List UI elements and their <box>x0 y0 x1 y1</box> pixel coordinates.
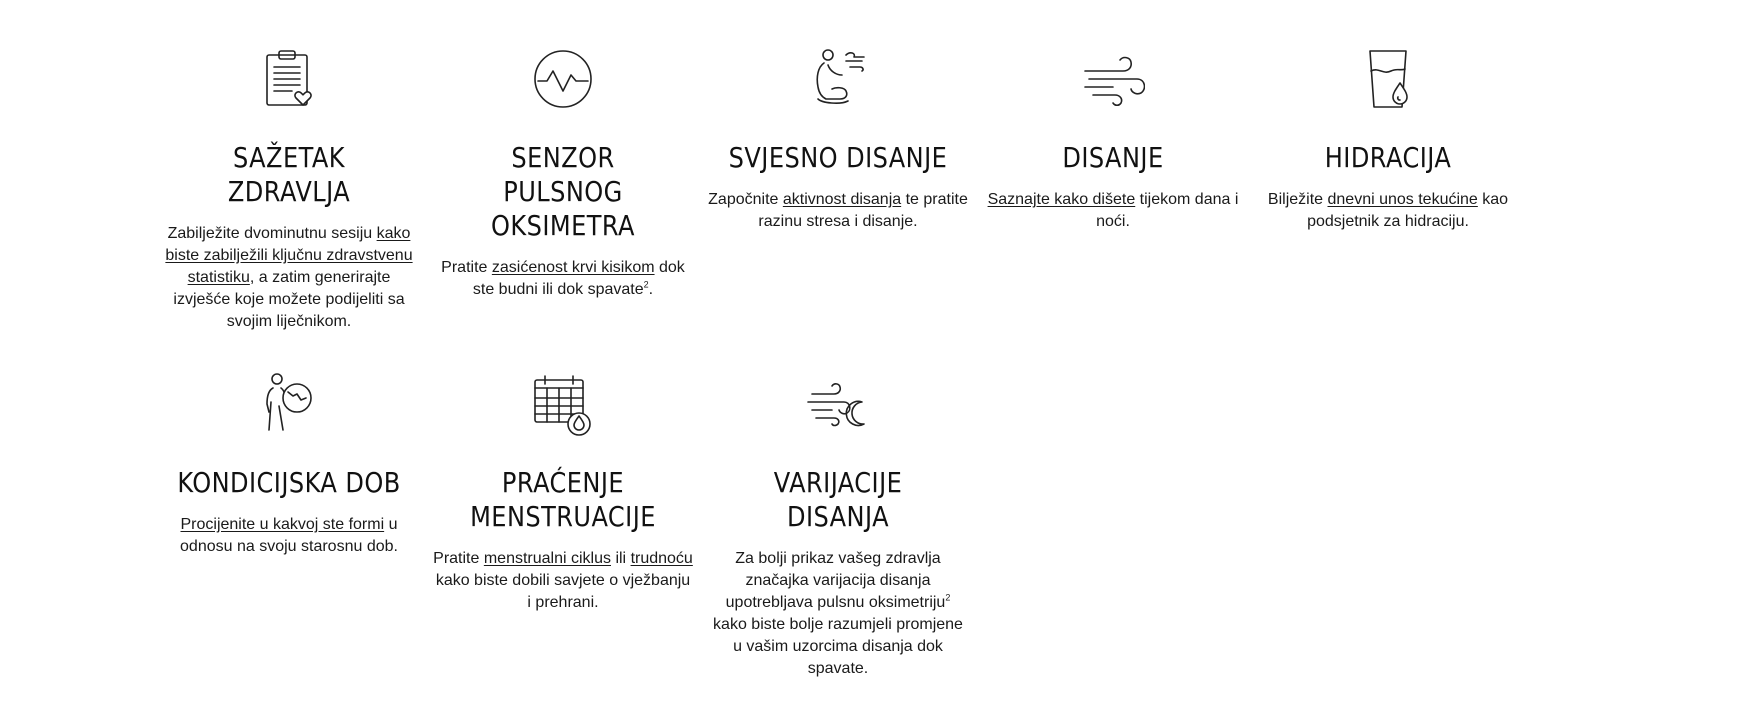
feature-title: SAŽETAK ZDRAVLJA <box>227 141 351 208</box>
feature-title: SENZOR PULSNOG OKSIMETRA <box>491 141 635 242</box>
feature-description: Procijenite u kakvoj ste formi u odnosu na svoju starosnu dob. <box>180 516 398 555</box>
feature-title: SVJESNO DISANJE <box>728 141 948 174</box>
wind-moon-icon <box>806 372 870 436</box>
feature-description: Saznajte kako dišete tijekom dana i noći. <box>987 191 1239 230</box>
feature-pulse-ox <box>433 47 693 301</box>
blood-oxygen-link[interactable]: zasićenost krvi kisikom <box>491 259 655 276</box>
feature-title: DISANJE <box>1062 141 1164 174</box>
feature-health-summary <box>159 47 419 333</box>
pregnancy-link[interactable]: trudnoću <box>630 550 693 567</box>
feature-description: Za bolji prikaz vašeg zdravlja značajka varijacija disanja upotrebljava pulsnu oksimetriju$^2$ kako biste bolje razumjeli promjene u vašim uzorcima disanja dok spavate. <box>713 550 963 677</box>
feature-title: KONDICIJSKA DOB <box>177 466 401 499</box>
feature-description: Bilježite dnevni unos tekućine kao podsjetnik za hidraciju. <box>1267 191 1509 230</box>
feature-description: Pratite zasićenost krvi kisikom dok ste budni ili dok spavate$^2$. <box>441 259 685 298</box>
respiration-link[interactable]: Saznajte kako dišete <box>987 191 1136 208</box>
feature-breathing <box>983 47 1243 233</box>
feature-hydration <box>1258 47 1518 233</box>
feature-fitness-age <box>159 372 419 558</box>
wind-icon <box>1081 47 1145 111</box>
feature-respiration-variations <box>708 372 968 680</box>
feature-description: Pratite menstrualni ciklus ili trudnoću kako biste dobili savjete o vježbanju i prehrani. <box>433 550 693 611</box>
water-glass-icon <box>1356 47 1420 111</box>
feature-description: Započnite aktivnost disanja te pratite razinu stresa i disanje. <box>708 191 968 230</box>
calendar-drop-icon <box>531 372 595 436</box>
fitness-age-icon <box>257 372 321 436</box>
menstrual-cycle-link[interactable]: menstrualni ciklus <box>483 550 611 567</box>
feature-mindful-breathing <box>708 47 968 233</box>
fitness-age-link[interactable]: Procijenite u kakvoj ste formi <box>180 516 385 533</box>
feature-title: PRAĆENJE MENSTRUACIJE <box>470 466 656 533</box>
breathing-activity-link[interactable]: aktivnost disanja <box>782 191 902 208</box>
fluid-intake-link[interactable]: dnevni unos tekućine <box>1327 191 1478 208</box>
feature-description: Zabilježite dvominutnu sesiju kako biste zabilježili ključnu zdravstvenu statistiku, a zatim generirajte izvješće koje možete podijeliti sa svojim liječnikom. <box>165 225 413 330</box>
feature-menstrual <box>433 372 693 614</box>
feature-title: VARIJACIJE DISANJA <box>773 466 903 533</box>
feature-title: HIDRACIJA <box>1324 141 1452 174</box>
health-stats-link[interactable]: kako biste zabilježili ključnu zdravstvenu statistiku <box>165 225 413 286</box>
pulse-oximeter-icon <box>531 47 595 111</box>
meditating-person-icon <box>806 47 870 111</box>
clipboard-heart-icon <box>257 47 321 111</box>
